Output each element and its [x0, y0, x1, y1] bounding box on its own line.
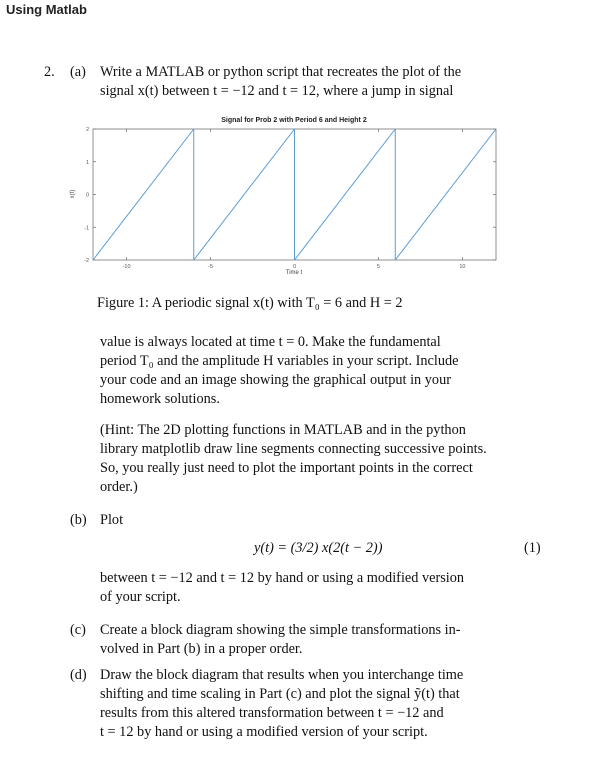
x-tick-label: 0 [292, 264, 297, 270]
page-header-title: Using Matlab [6, 2, 87, 17]
y-tick-label: 0 [85, 192, 89, 199]
hint-line3: So, you really just need to plot the important points in the correct [100, 460, 473, 476]
part-a-cont4: homework solutions. [100, 391, 220, 407]
part-a-cont1: value is always located at time t = 0. Make the fundamental [100, 334, 441, 350]
y-tick-label: 1 [85, 159, 89, 166]
part-a-cont2: period T₀ and the amplitude H variables in your script. Include [100, 353, 459, 369]
part-a-cont3: your code and an image showing the graphical output in your [100, 372, 451, 388]
y-tick-label: -2 [84, 258, 89, 264]
part-b-text: Plot [100, 512, 124, 528]
x-tick-label: -10 [122, 264, 131, 270]
part-b-label: (b) [70, 512, 87, 528]
part-d-line3: results from this altered transformation between t = −12 and [100, 705, 444, 721]
y-axis-label: x(t) [70, 189, 76, 199]
part-a-label: (a) [70, 64, 86, 80]
figure-caption: Figure 1: A periodic signal x(t) with T₀ = 6 and H = 2 [97, 295, 403, 311]
y-tick-label: 2 [85, 127, 89, 133]
part-c-label: (c) [70, 622, 86, 638]
x-axis-label: Time t [285, 270, 303, 276]
part-d-line1: Draw the block diagram that results when you interchange time [100, 667, 464, 683]
hint-line1: (Hint: The 2D plotting functions in MATLAB and in the python [100, 422, 466, 438]
equation-1: y(t) = (3/2) x(2(t − 2)) [254, 540, 383, 556]
hint-line4: order.) [100, 479, 138, 495]
y-tick-label: -1 [84, 225, 89, 232]
part-d-line4: t = 12 by hand or using a modified version of your script. [100, 724, 428, 740]
x-tick-label: 10 [459, 264, 466, 270]
chart-title: Signal for Prob 2 with Period 6 and Height 2 [221, 117, 367, 124]
part-c-line2: volved in Part (b) in a proper order. [100, 641, 303, 657]
part-a-line1: Write a MATLAB or python script that recreates the plot of the [100, 64, 462, 80]
part-a-line2: signal x(t) between t = −12 and t = 12, where a jump in signal [100, 83, 454, 99]
hint-line2: library matplotlib draw line segments connecting successive points. [100, 441, 487, 457]
x-tick-label: -5 [208, 264, 213, 270]
signal-figure [60, 112, 505, 282]
part-b-after1: between t = −12 and t = 12 by hand or using a modified version [100, 570, 465, 586]
part-d-label: (d) [70, 667, 87, 683]
x-tick-label: 5 [376, 264, 380, 270]
problem-number: 2. [44, 64, 55, 80]
equation-number: (1) [524, 540, 541, 556]
part-c-line1: Create a block diagram showing the simple transformations in- [100, 622, 461, 638]
part-d-line2: shifting and time scaling in Part (c) and plot the signal ỹ(t) that [100, 686, 460, 702]
part-b-after2: of your script. [100, 589, 181, 605]
